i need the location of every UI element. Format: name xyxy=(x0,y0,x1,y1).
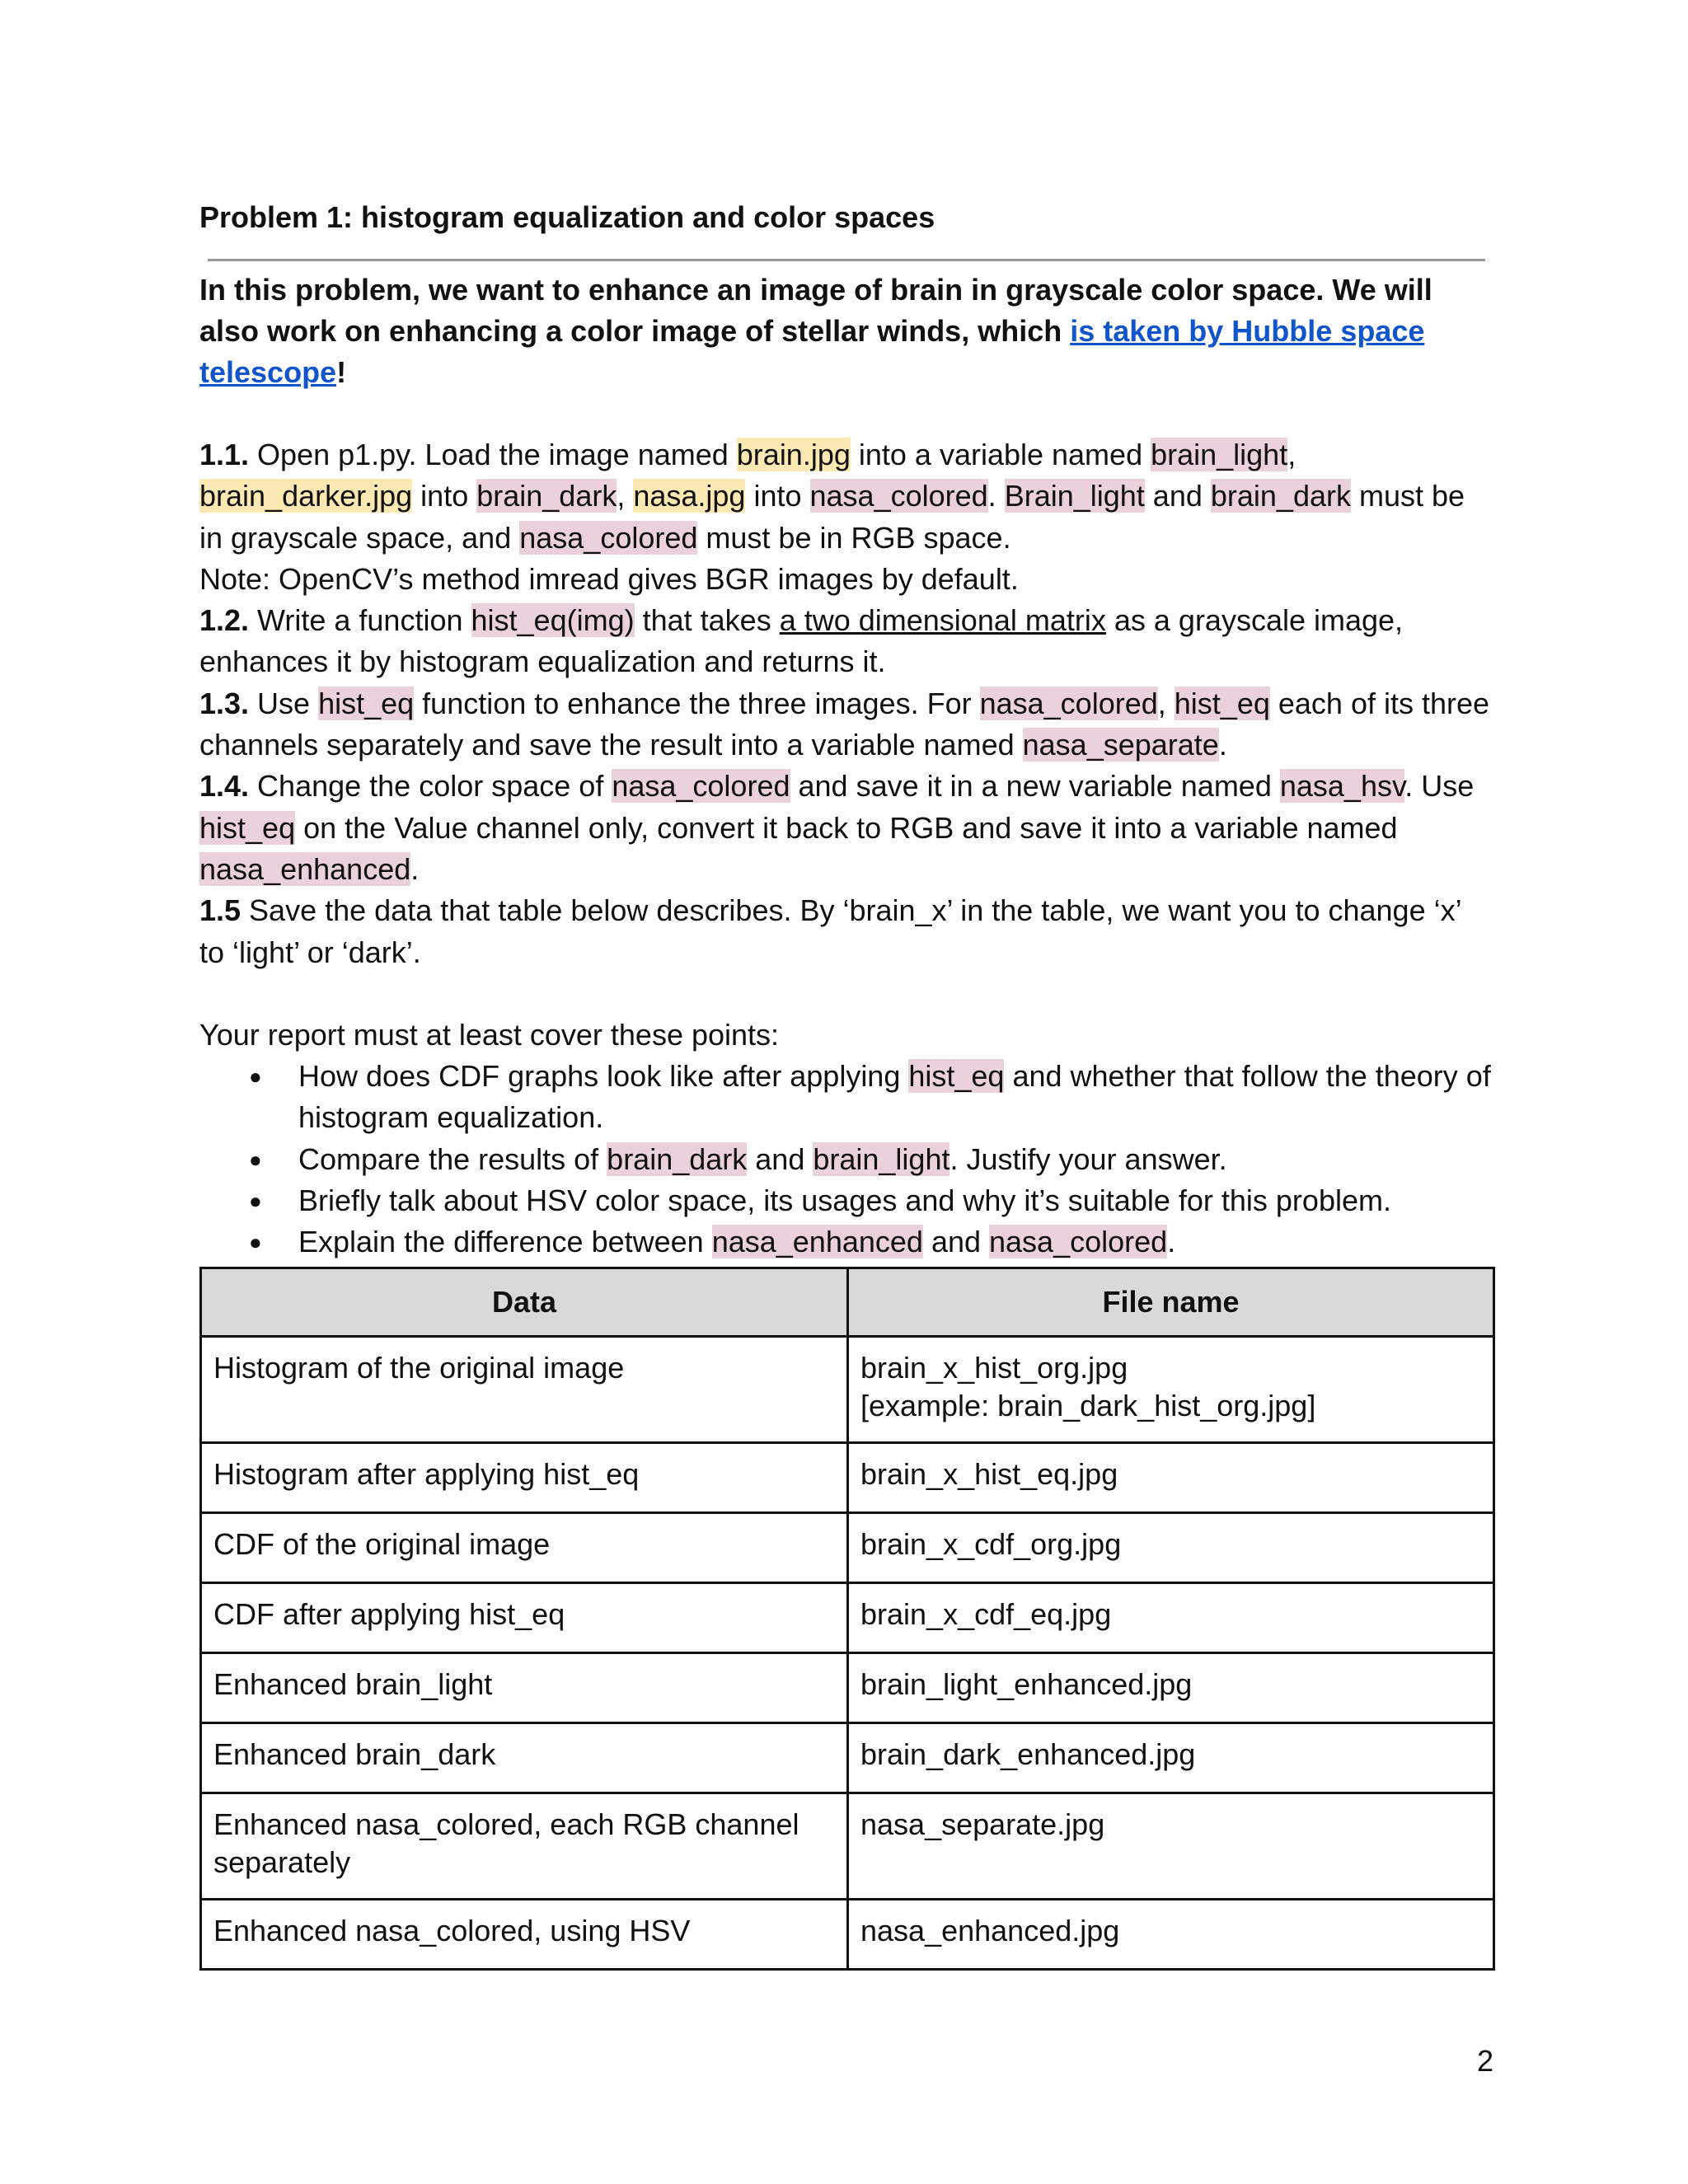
filename-highlight: brain_darker.jpg xyxy=(199,479,413,513)
variable-highlight: hist_eq xyxy=(1174,686,1270,720)
title-divider xyxy=(208,259,1485,261)
table-row xyxy=(201,1442,1494,1512)
header-data: Data xyxy=(201,1268,848,1336)
table-header-row xyxy=(201,1268,1494,1336)
data-cell: Enhanced nasa_colored, each RGB channel separately xyxy=(201,1793,848,1899)
variable-highlight: nasa_colored xyxy=(809,479,988,513)
variable-highlight: nasa_colored xyxy=(519,520,698,555)
list-item: ● How does CDF graphs look like after applying hist_eq and whether that follow the theory of histogram equalization. xyxy=(298,1056,1493,1139)
variable-highlight: nasa_colored xyxy=(979,686,1158,720)
section-1-5: 1.5 Save the data that table below describes. By ‘brain_x’ in the table, we want you to change ‘x’ to ‘light’ or ‘dark’. xyxy=(199,893,1461,969)
data-cell: Histogram after applying hist_eq xyxy=(201,1442,848,1512)
section-1-4: 1.4. Change the color space of nasa_colored and save it in a new variable named nasa_hsv. Use hist_eq on the Value channel only, convert it back to RGB and save it into a variable named nasa_enhanced. xyxy=(199,769,1475,886)
variable-highlight: Brain_light xyxy=(1004,479,1145,513)
file-cell: brain_x_cdf_org.jpg xyxy=(848,1512,1494,1582)
file-cell: brain_x_cdf_eq.jpg xyxy=(848,1582,1494,1652)
report-points-list xyxy=(199,1056,1493,1263)
variable-highlight: hist_eq(img) xyxy=(471,603,635,638)
data-cell: Enhanced brain_dark xyxy=(201,1722,848,1793)
section-1-1: 1.1. Open p1.py. Load the image named brain.jpg into a variable named brain_light, brain_darker.jpg into brain_dark, nasa.jpg into nasa_colored. Brain_light and brain_dark must be in grayscale space, and nasa_colored must be in RGB space. xyxy=(199,438,1465,555)
report-lead: Your report must at least cover these points: xyxy=(199,1017,780,1052)
underlined-text: a two dimensional matrix xyxy=(779,603,1106,638)
data-cell: Enhanced nasa_colored, using HSV xyxy=(201,1899,848,1969)
intro-paragraph: In this problem, we want to enhance an image of brain in grayscale color space. We will also work on enhancing a color image of stellar winds, which is taken by Hubble space telescope! xyxy=(199,273,1432,389)
page-number: 2 xyxy=(1476,2044,1493,2078)
file-cell: brain_dark_enhanced.jpg xyxy=(848,1722,1494,1793)
table-row xyxy=(201,1722,1494,1793)
variable-highlight: nasa_enhanced xyxy=(711,1225,923,1259)
section-1-3: 1.3. Use hist_eq function to enhance the three images. For nasa_colored, hist_eq each of its three channels separately and save the result into a variable named nasa_separate. xyxy=(199,686,1490,762)
filename-highlight: brain.jpg xyxy=(736,438,851,471)
file-cell: nasa_enhanced.jpg xyxy=(848,1899,1494,1969)
variable-highlight: nasa_colored xyxy=(989,1225,1168,1259)
table-row xyxy=(201,1336,1494,1442)
data-cell: CDF of the original image xyxy=(201,1512,848,1582)
spacer xyxy=(199,973,1493,1015)
data-cell: CDF after applying hist_eq xyxy=(201,1582,848,1652)
variable-highlight: brain_dark xyxy=(476,479,617,513)
variable-highlight: brain_dark xyxy=(607,1141,748,1176)
variable-highlight: brain_light xyxy=(813,1141,950,1176)
header-file-name: File name xyxy=(848,1268,1494,1336)
file-cell: brain_light_enhanced.jpg xyxy=(848,1652,1494,1722)
data-cell: Enhanced brain_light xyxy=(201,1652,848,1722)
problem-title: Problem 1: histogram equalization and color spaces xyxy=(199,200,935,234)
table-row xyxy=(201,1652,1494,1722)
variable-highlight: hist_eq xyxy=(318,686,415,720)
variable-highlight: nasa_colored xyxy=(612,769,790,804)
table-row xyxy=(201,1512,1494,1582)
opencv-note: Note: OpenCV’s method imread gives BGR images by default. xyxy=(199,561,1019,596)
output-files-table xyxy=(199,1267,1495,1971)
variable-highlight: nasa_hsv xyxy=(1279,769,1405,804)
variable-highlight: brain_light xyxy=(1151,438,1288,471)
variable-highlight: nasa_separate xyxy=(1022,728,1219,762)
list-item: ● Explain the difference between nasa_enhanced and nasa_colored. xyxy=(298,1221,1493,1263)
variable-highlight: brain_dark xyxy=(1210,479,1351,513)
document-page xyxy=(199,194,1493,1971)
hubble-link[interactable]: is taken by Hubble space telescope xyxy=(199,314,1425,389)
list-item: ● Compare the results of brain_dark and brain_light. Justify your answer. xyxy=(298,1139,1493,1180)
table-row xyxy=(201,1793,1494,1899)
section-1-2: 1.2. Write a function hist_eq(img) that takes a two dimensional matrix as a grayscale image, enhances it by histogram equalization and returns it. xyxy=(199,603,1404,679)
variable-highlight: nasa_enhanced xyxy=(199,851,411,886)
variable-highlight: hist_eq xyxy=(199,810,296,845)
table-row xyxy=(201,1582,1494,1652)
file-cell: brain_x_hist_org.jpg [example: brain_dark_hist_org.jpg] xyxy=(848,1336,1494,1442)
file-cell: nasa_separate.jpg xyxy=(848,1793,1494,1899)
spacer xyxy=(199,393,1493,434)
filename-highlight: nasa.jpg xyxy=(633,479,746,513)
table-row xyxy=(201,1899,1494,1969)
list-item: ● Briefly talk about HSV color space, its usages and why it’s suitable for this problem. xyxy=(298,1180,1493,1221)
file-cell: brain_x_hist_eq.jpg xyxy=(848,1442,1494,1512)
variable-highlight: hist_eq xyxy=(908,1059,1005,1094)
data-cell: Histogram of the original image xyxy=(201,1336,848,1442)
